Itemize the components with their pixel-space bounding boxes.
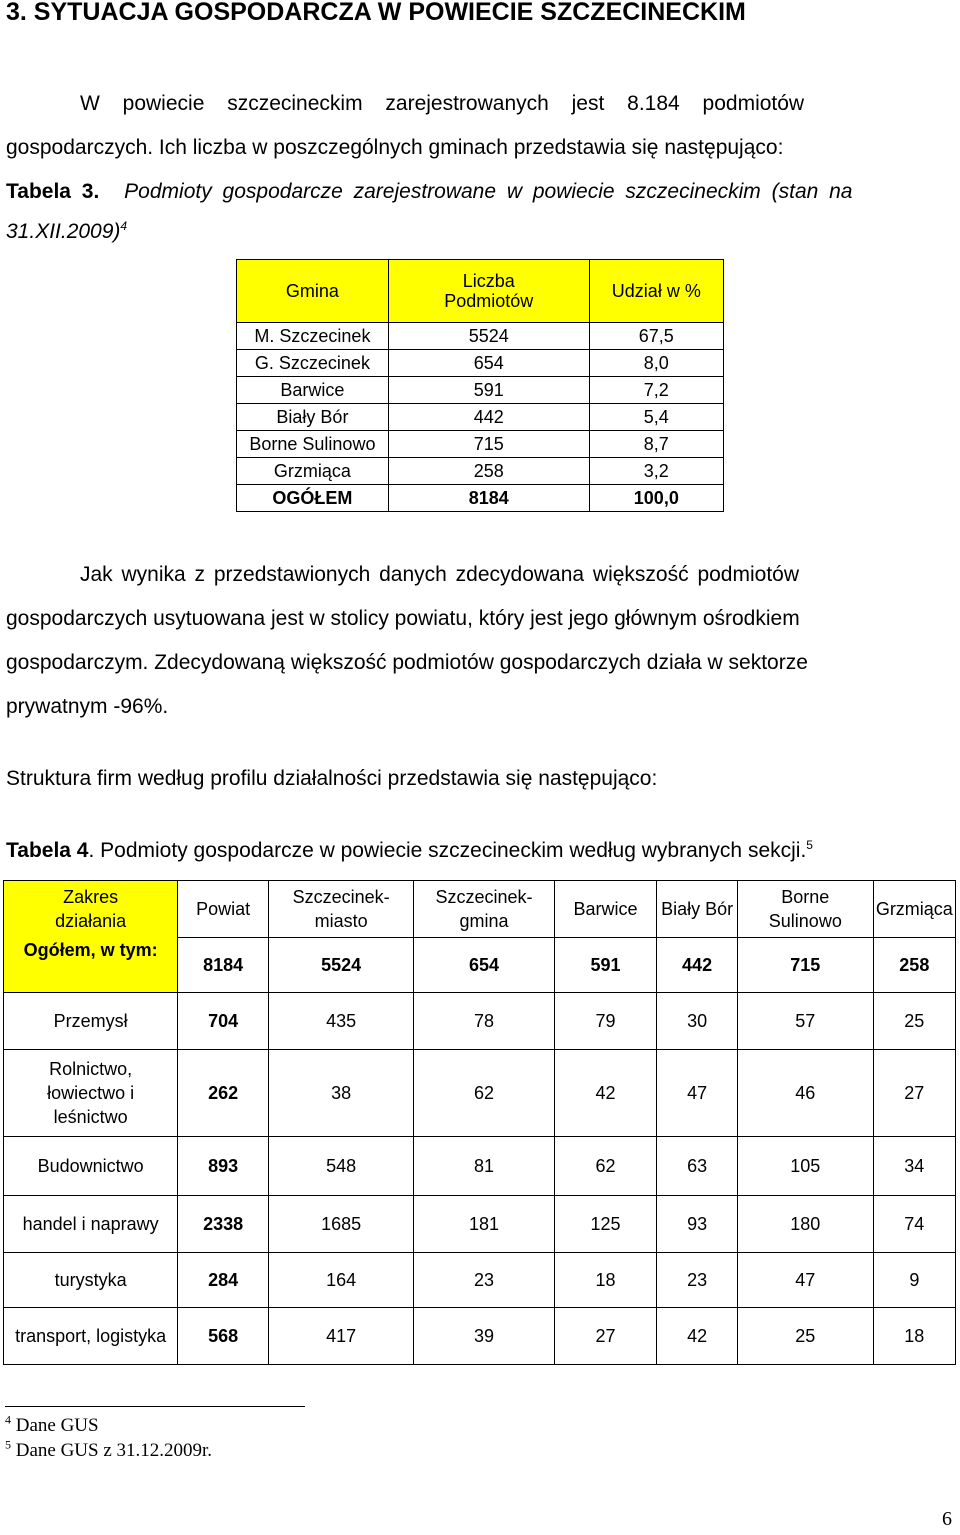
footnote-ref-4: 4 [120, 219, 128, 233]
table3-header-cell: Liczba Podmiotów [388, 260, 589, 323]
table3-header-cell: Udział w % [589, 260, 723, 323]
table-cell: 42 [657, 1308, 738, 1365]
table-row [237, 323, 724, 350]
table-cell: 74 [873, 1196, 955, 1253]
table-cell: 3,2 [589, 458, 723, 485]
table-cell: 5524 [388, 323, 589, 350]
table-cell: 9 [873, 1253, 955, 1308]
table-cell: 5524 [269, 938, 414, 993]
table-cell: 79 [554, 993, 656, 1050]
table-cell: 67,5 [589, 323, 723, 350]
table-cell: 93 [657, 1196, 738, 1253]
table-row [4, 993, 956, 1050]
table-cell: 23 [657, 1253, 738, 1308]
table4-header-cell: Szczecinek-gmina [414, 881, 555, 938]
table-cell: Biały Bór [237, 404, 389, 431]
table-cell: 442 [657, 938, 738, 993]
table-cell: transport, logistyka [4, 1308, 178, 1365]
table4-header-cell: Grzmiąca [873, 881, 955, 938]
table-cell: G. Szczecinek [237, 350, 389, 377]
table-cell: 42 [554, 1050, 656, 1137]
table4-header-cell: Biały Bór [657, 881, 738, 938]
table-row [237, 377, 724, 404]
table-cell: 30 [657, 993, 738, 1050]
table-cell: 57 [737, 993, 873, 1050]
table-cell: 258 [388, 458, 589, 485]
table-cell: Ogółem, w tym: [4, 938, 178, 993]
table4-header-cell: Barwice [554, 881, 656, 938]
table-cell: 125 [554, 1196, 656, 1253]
table3-total-row [237, 485, 724, 512]
table-cell: M. Szczecinek [237, 323, 389, 350]
table-cell: 893 [178, 1137, 269, 1196]
table-cell: 568 [178, 1308, 269, 1365]
table-cell: 2338 [178, 1196, 269, 1253]
table4-label: Tabela 4 [6, 839, 89, 862]
table-cell: 704 [178, 993, 269, 1050]
table-cell: 47 [737, 1253, 873, 1308]
table-cell: 5,4 [589, 404, 723, 431]
table-cell: 27 [873, 1050, 955, 1137]
table-row [4, 1050, 956, 1137]
table-cell: 180 [737, 1196, 873, 1253]
table-cell: OGÓŁEM [237, 485, 389, 512]
table-row [4, 1308, 956, 1365]
table-cell: Grzmiąca [237, 458, 389, 485]
table-cell: 8184 [178, 938, 269, 993]
table4-header-cell: Powiat [178, 881, 269, 938]
table-cell: 8,7 [589, 431, 723, 458]
table-row [237, 350, 724, 377]
table-cell: 7,2 [589, 377, 723, 404]
table-cell: 105 [737, 1137, 873, 1196]
table4-header-row [4, 881, 956, 938]
table-cell: Borne Sulinowo [237, 431, 389, 458]
table-cell: 715 [737, 938, 873, 993]
table-cell: 23 [414, 1253, 555, 1308]
table-cell: 715 [388, 431, 589, 458]
table3-header-cell: Gmina [237, 260, 389, 323]
table-cell: 591 [554, 938, 656, 993]
table-cell: 284 [178, 1253, 269, 1308]
table-cell: 164 [269, 1253, 414, 1308]
table-cell: Budownictwo [4, 1137, 178, 1196]
table-cell: 18 [554, 1253, 656, 1308]
table4-header-cell: Zakres działania [4, 881, 178, 938]
section-heading: 3. SYTUACJA GOSPODARCZA W POWIECIE SZCZECINECKIM [6, 0, 746, 26]
table-cell: 8184 [388, 485, 589, 512]
table4-header-cell: Szczecinek-miasto [269, 881, 414, 938]
table-cell: 78 [414, 993, 555, 1050]
table-cell: 46 [737, 1050, 873, 1137]
table-cell: 262 [178, 1050, 269, 1137]
analysis-paragraph: Jak wynika z przedstawionych danych zdecydowana większość podmiotów gospodarczych usytuowana jest w stolicy powiatu, który jest jego głównym ośrodkiem gospodarczym. Zdecydowaną większość podmiotów gospodarczych działa w sektorze prywatnym -96%. [6, 563, 808, 718]
table-cell: 62 [414, 1050, 555, 1137]
table-cell: 27 [554, 1308, 656, 1365]
table-cell: Przemysł [4, 993, 178, 1050]
footnote-ref-5: 5 [806, 838, 813, 852]
table4-header-cell: Borne Sulinowo [737, 881, 873, 938]
table-cell: 1685 [269, 1196, 414, 1253]
table3-header-row [237, 260, 724, 323]
footnote-rule [5, 1406, 305, 1407]
footnote-4: $^4$ Dane GUS [5, 1412, 99, 1436]
table3-entities-by-gmina [236, 259, 724, 512]
table-cell: 591 [388, 377, 589, 404]
table-cell: 8,0 [589, 350, 723, 377]
table-cell: 25 [737, 1308, 873, 1365]
table-cell: Barwice [237, 377, 389, 404]
table-cell: handel i naprawy [4, 1196, 178, 1253]
intro-paragraph: W powiecie szczecineckim zarejestrowanych jest 8.184 podmiotów gospodarczych. Ich liczba w poszczególnych gminach przedstawia się następująco: [6, 92, 805, 159]
table-cell: Rolnictwo, łowiectwo i leśnictwo [4, 1050, 178, 1137]
table3-caption: Tabela 3. Podmioty gospodarcze zarejestrowane w powiecie szczecineckim (stan na 31.XII.2009)$^4$ [6, 180, 853, 243]
table-row [4, 1137, 956, 1196]
table4-total-row [4, 938, 956, 993]
table-row [237, 458, 724, 485]
table-cell: 258 [873, 938, 955, 993]
table-cell: 100,0 [589, 485, 723, 512]
table-cell: turystyka [4, 1253, 178, 1308]
table-cell: 18 [873, 1308, 955, 1365]
table-cell: 548 [269, 1137, 414, 1196]
table-cell: 181 [414, 1196, 555, 1253]
table-row [237, 404, 724, 431]
table-cell: 34 [873, 1137, 955, 1196]
table-cell: 38 [269, 1050, 414, 1137]
table-cell: 62 [554, 1137, 656, 1196]
footnote-5: $^5$ Dane GUS z 31.12.2009r. [5, 1437, 213, 1461]
page-number: 6 [942, 1508, 952, 1530]
table-cell: 39 [414, 1308, 555, 1365]
table-cell: 435 [269, 993, 414, 1050]
table-cell: 654 [388, 350, 589, 377]
table-cell: 25 [873, 993, 955, 1050]
table-cell: 417 [269, 1308, 414, 1365]
table-cell: 63 [657, 1137, 738, 1196]
table4-entities-by-section [3, 880, 956, 1365]
table-row [4, 1253, 956, 1308]
table-cell: 654 [414, 938, 555, 993]
table4-caption: Tabela 4. Podmioty gospodarcze w powiecie szczecineckim według wybranych sekcji.$^5$ [6, 838, 813, 862]
table3-label: Tabela 3. [6, 180, 100, 203]
table-cell: 442 [388, 404, 589, 431]
structure-paragraph: Struktura firm według profilu działalności przedstawia się następująco: [6, 767, 658, 790]
table-cell: 47 [657, 1050, 738, 1137]
table-row [4, 1196, 956, 1253]
table-cell: 81 [414, 1137, 555, 1196]
table-row [237, 431, 724, 458]
